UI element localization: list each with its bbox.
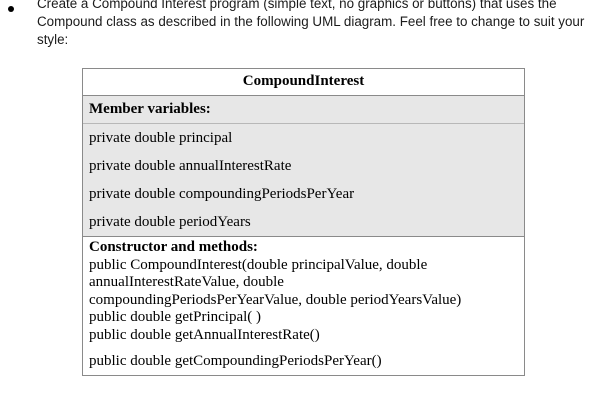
member-variable: private double periodYears bbox=[89, 214, 251, 230]
methods-heading: Constructor and methods: bbox=[89, 239, 258, 255]
member-variable: private double annualInterestRate bbox=[89, 158, 292, 174]
method-line: public double getPrincipal( ) bbox=[89, 309, 262, 325]
uml-methods-section bbox=[83, 237, 524, 375]
spacer bbox=[89, 344, 524, 353]
instruction-line-2: Compound class as described in the following UML diagram. Feel free to change to suit your bbox=[37, 14, 585, 29]
constructor-line: annualInterestRateValue, double bbox=[89, 274, 284, 290]
instruction-line-3: style: bbox=[37, 32, 69, 47]
instruction-line-1: Create a Compound Interest program (simple text, no graphics or buttons) that uses the bbox=[37, 0, 557, 11]
uml-class-name: CompoundInterest bbox=[83, 69, 524, 96]
bullet-icon bbox=[8, 6, 14, 12]
constructor-line: public CompoundInterest(double principalValue, double bbox=[89, 256, 428, 273]
uml-class-diagram bbox=[82, 68, 525, 376]
constructor-line: compoundingPeriodsPerYearValue, double periodYearsValue) bbox=[89, 291, 462, 308]
method-line: public double getCompoundingPeriodsPerYear() bbox=[89, 353, 382, 369]
member-variable: private double principal bbox=[89, 130, 233, 146]
member-variable: private double compoundingPeriodsPerYear bbox=[89, 186, 355, 202]
members-heading: Member variables: bbox=[83, 96, 524, 124]
uml-members-section bbox=[83, 96, 524, 237]
instruction-text bbox=[37, 0, 603, 49]
method-line: public double getAnnualInterestRate() bbox=[89, 326, 320, 343]
